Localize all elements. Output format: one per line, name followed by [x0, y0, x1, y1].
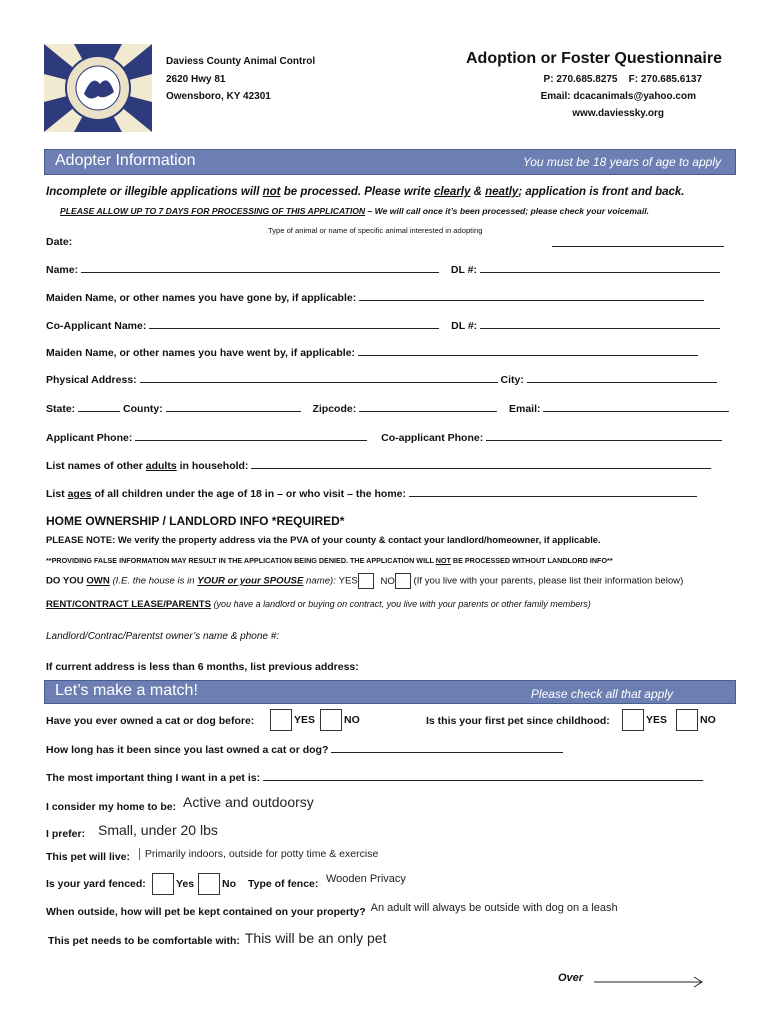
children-ages-input[interactable] [409, 486, 697, 497]
children-ages-label: List ages of all children under the age of 18 in – or who visit – the home: [46, 488, 406, 500]
fence-type-label: Type of fence: [248, 878, 319, 890]
home-ownership-heading: HOME OWNERSHIP / LANDLORD INFO *REQUIRED* [46, 514, 345, 528]
animal-interest-input[interactable] [552, 236, 724, 247]
own-no-checkbox[interactable] [395, 573, 411, 589]
coapplicant-dl-input[interactable] [480, 318, 720, 329]
adults-label: List names of other adults in household: [46, 460, 249, 472]
adopter-info-banner [44, 149, 736, 175]
first-pet-label: Is this your first pet since childhood: [426, 715, 610, 727]
own-home-row: DO YOU OWN (I.E. the house is in YOUR or your SPOUSE name): YES NO (If you live with your parents, please list their information below) [46, 573, 683, 589]
yard-yes-label: Yes [176, 878, 195, 890]
first-pet-yes-checkbox[interactable] [622, 709, 644, 731]
comfortable-label: This pet needs to be comfortable with: [48, 935, 240, 947]
first-pet-yes-label: YES [646, 714, 668, 726]
coapplicant-phone-label: Co-applicant Phone: [381, 432, 484, 444]
live-row [46, 848, 379, 863]
address-input[interactable] [140, 372, 498, 383]
match-note: Please check all that apply [530, 687, 673, 701]
over-arrow-icon[interactable] [594, 974, 706, 988]
county-logo [44, 44, 152, 132]
coapplicant-maiden-row [46, 345, 698, 359]
form-title: Adoption or Foster Questionnaire [465, 50, 722, 67]
children-ages-row [46, 486, 697, 500]
previous-address-input[interactable] [370, 658, 720, 674]
match-banner [44, 680, 736, 704]
address-row [46, 372, 717, 386]
animal-interest-hint: Type of animal or name of specific animal interested in adopting [268, 226, 483, 235]
city-label: City: [500, 374, 524, 386]
false-info-warning: **PROVIDING FALSE INFORMATION MAY RESULT IN THE APPLICATION BEING DENIED. THE APPLICATION WILL NOT BE PROCESSED WITHOUT LANDLORD INFO** [46, 556, 613, 565]
name-input[interactable] [81, 262, 439, 273]
live-answer[interactable]: Primarily indoors, outside for potty time & exercise [144, 848, 379, 860]
owned-before-yes-checkbox[interactable] [270, 709, 292, 731]
rent-note: (you have a landlord or buying on contract, you live with your parents or other family members) [211, 599, 591, 609]
landlord-label: Landlord/Contrac/Parentst owner’s name & phone #: [46, 631, 280, 642]
zipcode-label: Zipcode: [312, 403, 357, 415]
org-email: Email: dcacanimals@yahoo.com [540, 91, 696, 102]
state-input[interactable] [78, 401, 120, 412]
adopter-info-title: Adopter Information [55, 152, 196, 169]
state-county-zip-row [46, 401, 729, 415]
applicant-phone-label: Applicant Phone: [46, 432, 133, 444]
most-important-input[interactable] [263, 770, 703, 781]
address-label: Physical Address: [46, 374, 137, 386]
most-important-row [46, 770, 703, 784]
rent-label: RENT/CONTRACT LEASE/PARENTS [46, 599, 212, 610]
yard-fenced-label: Is your yard fenced: [46, 878, 146, 890]
coapplicant-name-input[interactable] [149, 318, 439, 329]
processing-notice: PLEASE ALLOW UP TO 7 DAYS FOR PROCESSING OF THIS APPLICATION – We will call once it’s been processed; please check your voicemail. [60, 206, 649, 216]
maiden-name-input[interactable] [359, 290, 704, 301]
how-long-row [46, 742, 563, 756]
previous-address-label: If current address is less than 6 months, list previous address: [46, 661, 359, 673]
comfortable-answer[interactable]: This will be an only pet [244, 930, 387, 946]
comfortable-row [48, 930, 387, 946]
outside-label: When outside, how will pet be kept contained on your property? [46, 906, 366, 918]
adults-input[interactable] [251, 458, 711, 469]
legibility-warning: Incomplete or illegible applications will not be processed. Please write clearly & neatly; application is front and back. [46, 186, 685, 198]
date-label: Date: [46, 236, 73, 248]
home-be-row [46, 794, 314, 813]
first-pet-no-checkbox[interactable] [676, 709, 698, 731]
coapplicant-maiden-input[interactable] [358, 345, 698, 356]
rent-row [46, 599, 591, 610]
coapplicant-name-row [46, 318, 720, 332]
most-important-label: The most important thing I want in a pet is: [46, 772, 261, 784]
city-input[interactable] [527, 372, 717, 383]
dl-input[interactable] [480, 262, 720, 273]
email-label: Email: [508, 403, 541, 415]
fence-type-answer[interactable]: Wooden Privacy [326, 873, 406, 885]
landlord-input[interactable] [330, 628, 720, 644]
org-website: www.daviessky.org [572, 108, 664, 119]
coapplicant-name-label: Co-Applicant Name: [46, 320, 147, 332]
adults-row [46, 458, 711, 472]
outside-answer[interactable]: An adult will always be outside with dog on a leash [370, 902, 618, 914]
state-label: State: [46, 403, 76, 415]
over-label: Over [558, 972, 584, 984]
coapplicant-maiden-label: Maiden Name, or other names you have went by, if applicable: [46, 347, 356, 359]
owned-before-no-checkbox[interactable] [320, 709, 342, 731]
home-be-label: I consider my home to be: [46, 801, 177, 813]
prefer-label: I prefer: [46, 828, 86, 840]
name-row [46, 262, 720, 276]
own-yes-label: YES [338, 575, 358, 587]
county-label: County: [123, 403, 163, 415]
org-address-line2: Owensboro, KY 42301 [166, 91, 271, 102]
coapplicant-dl-label: DL #: [451, 320, 478, 332]
applicant-phone-input[interactable] [135, 430, 367, 441]
how-long-label: How long has it been since you last owned a cat or dog? [46, 744, 329, 756]
owned-before-label: Have you ever owned a cat or dog before: [46, 715, 255, 727]
age-requirement-note: You must be 18 years of age to apply [522, 155, 721, 169]
county-input[interactable] [166, 401, 301, 412]
owned-before-yes-label: YES [294, 714, 316, 726]
name-label: Name: [46, 264, 79, 276]
prefer-row [46, 822, 218, 838]
how-long-input[interactable] [331, 742, 563, 753]
home-be-answer[interactable]: Active and outdoorsy [183, 794, 314, 810]
org-phone-fax: P: 270.685.8275 F: 270.685.6137 [543, 74, 702, 85]
yard-no-checkbox[interactable] [198, 873, 220, 895]
dl-label: DL #: [450, 264, 477, 276]
maiden-name-row [46, 290, 704, 304]
phone-row [46, 430, 722, 444]
pva-note: PLEASE NOTE: We verify the property address via the PVA of your county & contact your landlord/homeowner, if applicable. [46, 534, 601, 545]
zipcode-input[interactable] [359, 401, 497, 412]
org-address-line1: 2620 Hwy 81 [166, 74, 226, 85]
live-label: This pet will live: [46, 851, 131, 863]
first-pet-no-label: NO [700, 714, 716, 726]
coapplicant-phone-input[interactable] [486, 430, 722, 441]
yard-yes-checkbox[interactable] [152, 873, 174, 895]
org-name: Daviess County Animal Control [166, 56, 316, 67]
parents-note: (If you live with your parents, please list their information below) [413, 575, 684, 587]
email-input[interactable] [543, 401, 729, 412]
yard-no-label: No [222, 878, 236, 890]
own-yes-checkbox[interactable] [358, 573, 374, 589]
own-no-label: NO [380, 575, 395, 587]
owned-before-no-label: NO [344, 714, 360, 726]
outside-row [46, 902, 618, 918]
maiden-name-label: Maiden Name, or other names you have gone by, if applicable: [46, 292, 357, 304]
prefer-answer[interactable]: Small, under 20 lbs [98, 822, 218, 838]
match-title: Let’s make a match! [55, 682, 198, 699]
